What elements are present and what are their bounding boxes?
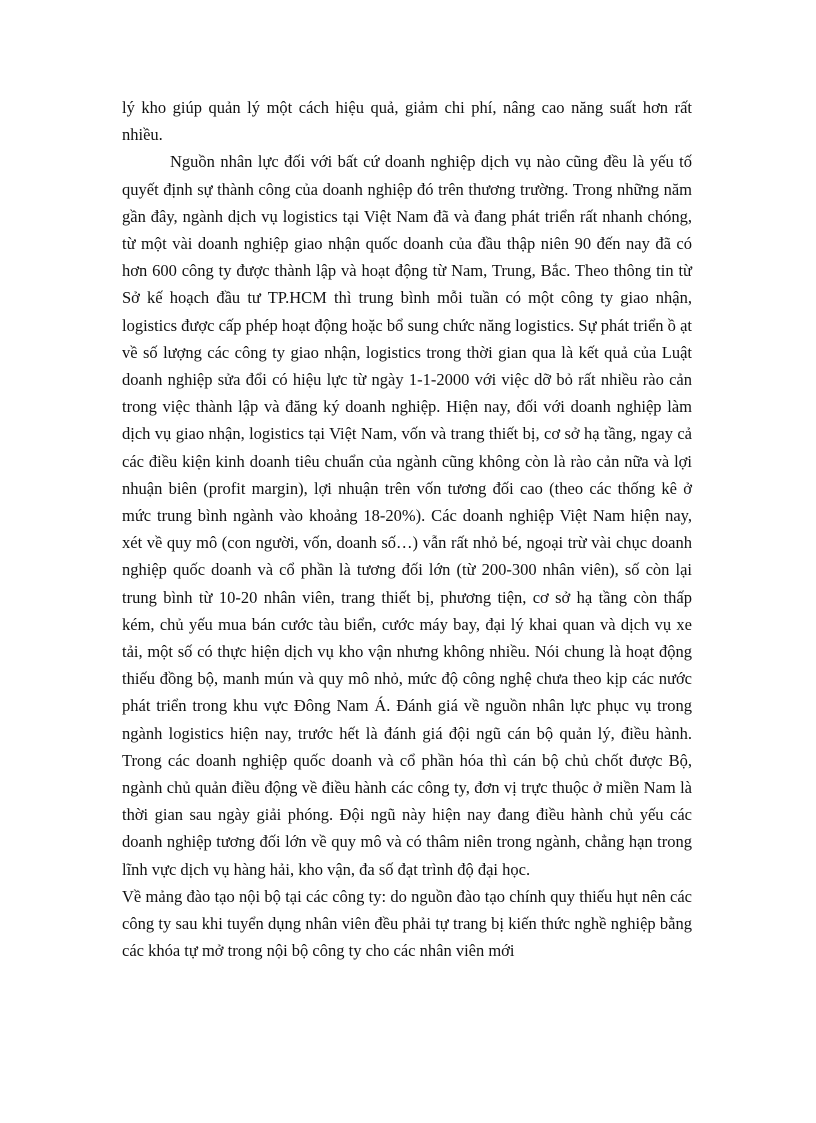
paragraph-continuation: lý kho giúp quản lý một cách hiệu quả, giảm chi phí, nâng cao năng suất hơn rất nhiều. (122, 98, 692, 145)
paragraph-human-resources: Nguồn nhân lực đối với bất cứ doanh nghiệp dịch vụ nào cũng đều là yếu tố quyết định sự thành công của doanh nghiệp đó trên thương trường. Trong những năm gần đây, ngành dịch vụ logistics tại Việt Nam đã và đang phát triển rất nhanh chóng, từ một vài doanh nghiệp giao nhận quốc doanh của đầu thập niên 90 đến nay đã có hơn 600 công ty được thành lập và hoạt động từ Nam, Trung, Bắc. Theo thông tin từ Sở kế hoạch đầu tư TP.HCM thì trung bình mỗi tuần có một công ty giao nhận, logistics được cấp phép hoạt động hoặc bổ sung chức năng logistics. Sự phát triển ồ ạt về số lượng các công ty giao nhận, logistics trong thời gian qua là kết quả của Luật doanh nghiệp sửa đổi có hiệu lực từ ngày 1-1-2000 với việc dỡ bỏ rất nhiều rào cản trong việc thành lập và đăng ký doanh nghiệp. Hiện nay, đối với doanh nghiệp làm dịch vụ giao nhận, logistics tại Việt Nam, vốn và trang thiết bị, cơ sở hạ tầng, ngay cả các điều kiện kinh doanh tiêu chuẩn của ngành cũng không còn là rào cản nữa và lợi nhuận biên (profit margin), lợi nhuận trên vốn tương đối cao (theo các thống kê ở mức trung bình ngành vào khoảng 18-20%). Các doanh nghiệp Việt Nam hiện nay, xét về quy mô (con người, vốn, doanh số…) vẫn rất nhỏ bé, ngoại trừ vài chục doanh nghiệp quốc doanh và cổ phần là tương đối lớn (từ 200-300 nhân viên), số còn lại trung bình từ 10-20 nhân viên, trang thiết bị, phương tiện, cơ sở hạ tầng còn thấp kém, chủ yếu mua bán cước tàu biển, cước máy bay, đại lý khai quan và dịch vụ xe tải, một số có thực hiện dịch vụ kho vận nhưng không nhiều. Nói chung là hoạt động thiếu đồng bộ, manh mún và quy mô nhỏ, mức độ công nghệ chưa theo kịp các nước phát triển trong khu vực Đông Nam Á. Đánh giá về nguồn nhân lực phục vụ trong ngành logistics hiện nay, trước hết là đánh giá đội ngũ cán bộ quản lý, điều hành. Trong các doanh nghiệp quốc doanh và cổ phần hóa thì cán bộ chủ chốt được Bộ, ngành chủ quản điều động về điều hành các công ty, đơn vị trực thuộc ở miền Nam là thời gian sau ngày giải phóng. Đội ngũ này hiện nay đang điều hành chủ yếu các doanh nghiệp tương đối lớn về quy mô và có thâm niên trong ngành, chẳng hạn trong lĩnh vực dịch vụ hàng hải, kho vận, đa số đạt trình độ đại học. (122, 152, 692, 879)
paragraph-internal-training: Về mảng đào tạo nội bộ tại các công ty: do nguồn đào tạo chính quy thiếu hụt nên các công ty sau khi tuyển dụng nhân viên đều phải tự trang bị kiến thức nghề nghiệp bằng các khóa tự mở trong nội bộ công ty cho các nhân viên mới (122, 886, 692, 961)
body-text (122, 94, 692, 965)
